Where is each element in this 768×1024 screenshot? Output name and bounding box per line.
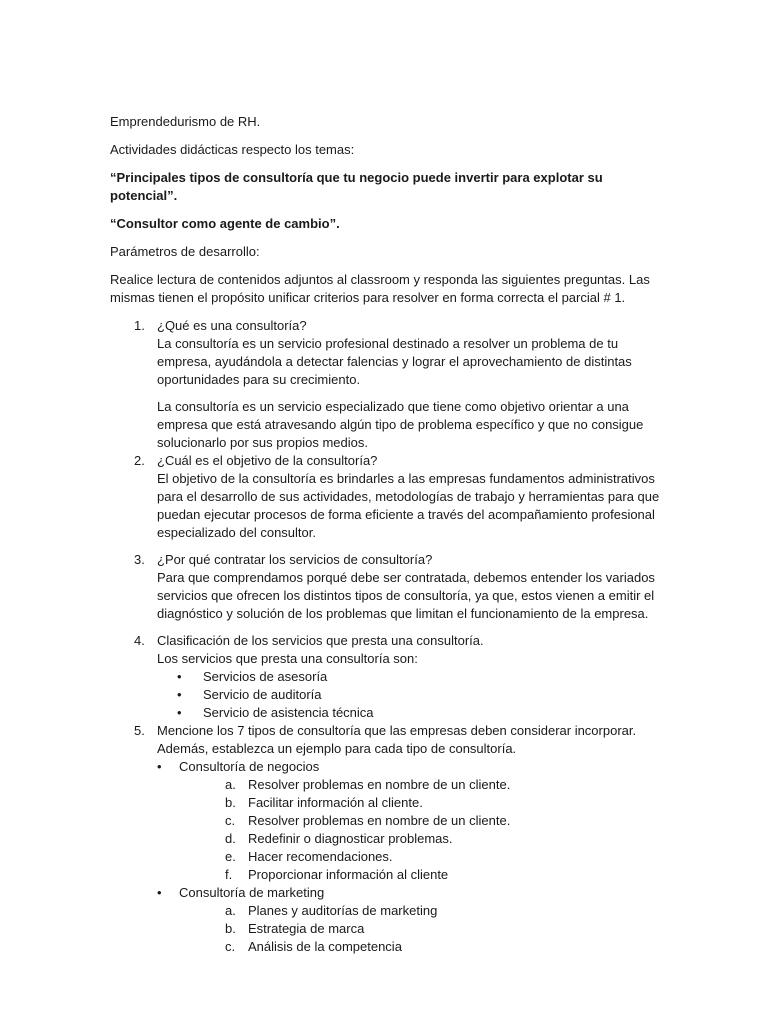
consulting-types-list [157,758,673,956]
question-5 [110,722,673,956]
list-item: c. Resolver problemas en nombre de un cliente. [225,813,511,828]
list-item: • Servicio de asistencia técnica [177,705,374,720]
question-number: 4. [134,633,145,648]
list-item: • Servicio de auditoría [177,687,322,702]
question-text: ¿Qué es una consultoría? [157,318,307,333]
list-item [157,884,673,956]
group-title: Consultoría de negocios [179,759,320,774]
question-number: 3. [134,552,145,567]
bullet-icon: • [177,669,182,684]
answer-paragraph: El objetivo de la consultoría es brindarles a las empresas fundamentos administrativos para el desarrollo de sus actividades, metodologías de trabajo y herramientas para que puedan ejecutar procesos de forma eficiente a través del acompañamiento profesional especializado del consultor. [157,471,660,540]
question-2 [110,452,673,542]
question-number: 2. [134,453,145,468]
bullet-icon: • [177,705,182,720]
topic-1: “Principales tipos de consultoría que tu negocio puede invertir para explotar su potencial”. [110,170,603,203]
answer-paragraph: La consultoría es un servicio especializado que tiene como objetivo orientar a una empresa que está atravesando algún tipo de problema específico y que no consigue solucionarlo por sus propios medios. [157,399,644,450]
doc-title: Emprendedurismo de RH. [110,114,261,129]
question-text: Clasificación de los servicios que presta una consultoría. [157,633,484,648]
list-item: a. Resolver problemas en nombre de un cliente. [225,777,511,792]
list-item: b. Estrategia de marca [225,921,365,936]
list-item: c. Análisis de la competencia [225,939,402,954]
topic-2: “Consultor como agente de cambio”. [110,216,340,231]
list-item: a. Planes y auditorías de marketing [225,903,438,918]
doc-subtitle: Actividades didácticas respecto los temas: [110,142,355,157]
list-item: d. Redefinir o diagnosticar problemas. [225,831,453,846]
question-text: ¿Cuál es el objetivo de la consultoría? [157,453,378,468]
question-text: ¿Por qué contratar los servicios de consultoría? [157,552,433,567]
intro-paragraph: Realice lectura de contenidos adjuntos al classroom y responda las siguientes preguntas. Las mismas tienen el propósito unificar criterios para resolver en forma correcta el parcial # 1. [110,272,650,305]
list-item: f. Proporcionar información al cliente [225,867,449,882]
answer-paragraph: Los servicios que presta una consultoría son: [157,651,418,666]
bullet-icon: • [177,687,182,702]
question-1 [110,317,673,452]
question-number: 5. [134,723,145,738]
question-4 [110,632,673,722]
bullet-icon: • [157,759,162,774]
sub-list [179,776,673,884]
sub-list [179,902,673,956]
question-list [110,317,673,956]
question-text: Mencione los 7 tipos de consultoría que las empresas deben considerar incorporar. Además, establezca un ejemplo para cada tipo de consultoría. [157,723,637,756]
question-number: 1. [134,318,145,333]
bullet-icon: • [157,885,162,900]
answer-paragraph: La consultoría es un servicio profesional destinado a resolver un problema de tu empresa, ayudándola a detectar falencias y lograr el aprovechamiento de distintas oportunidades para su crecimiento. [157,336,632,387]
answer-paragraph: Para que comprendamos porqué debe ser contratada, debemos entender los variados servicios que ofrecen los distintos tipos de consultoría, ya que, estos vienen a emitir el diagnóstico y solución de los problemas que limitan el funcionamiento de la empresa. [157,570,655,621]
list-item: b. Facilitar información al cliente. [225,795,423,810]
params-heading: Parámetros de desarrollo: [110,244,260,259]
question-3 [110,551,673,623]
list-item: e. Hacer recomendaciones. [225,849,393,864]
group-title: Consultoría de marketing [179,885,325,900]
list-item: • Servicios de asesoría [177,669,328,684]
list-item [157,758,673,884]
services-list [157,668,673,722]
